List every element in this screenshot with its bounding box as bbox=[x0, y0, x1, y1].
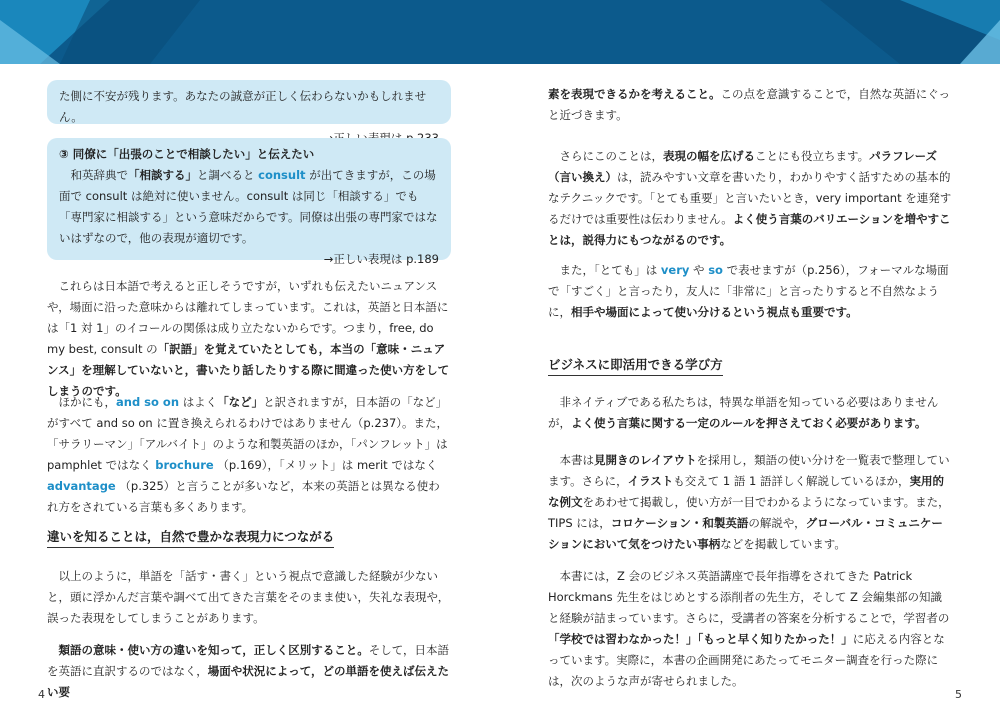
paragraph-r4: 非ネイティブである私たちは，特異な単語を知っている必要はありませんが，よく使う言葉に関する一定のルールを押さえておく必要があります。 bbox=[548, 395, 939, 430]
page-header-banner bbox=[0, 0, 1000, 64]
box-body: 和英辞典で「相談する」と調べると consult が出てきますが，この場面で consult は絶対に使いません。consult は同じ「相談する」でも「専門家に相談する」という意味だからです。同僚は出張の専門家ではないはずなので，他の表現が適切です。 bbox=[59, 168, 438, 245]
page-number-left: 4 bbox=[38, 688, 45, 701]
header-graphic bbox=[0, 0, 1000, 64]
page-number-right: 5 bbox=[955, 688, 962, 701]
paragraph-4: 類語の意味・使い方の違いを知って，正しく区別すること。そして，日本語を英語に直訳するのではなく，場面や状況によって，どの単語を使えば伝えたい要 bbox=[47, 643, 450, 699]
section-heading: 違いを知ることは，自然で豊かな表現力につながる bbox=[47, 528, 334, 548]
paragraph-r5: 本書は見開きのレイアウトを採用し，類語の使い分けを一覧表で整理しています。さらに，イラストも交えて 1 語 1 語詳しく解説しているほか，実用的な例文をあわせて掲載し，使い方が一目でわかるようになっています。また，TIPS には，コロケーション・和製英語の解説や，グローバル・コミュニケーションにおいて気をつけたい事柄などを掲載しています。 bbox=[548, 453, 950, 551]
section-heading: ビジネスに即活用できる学び方 bbox=[548, 356, 723, 376]
paragraph-2: ほかにも，and so on はよく「など」と訳されますが，日本語の「など」がすべて and so on に置き換えられるわけではありません（p.237）。また，「サラリーマン」「アルバイト」のような和製英語のほか，「パンフレット」は pamphlet ではなく brochure （p.169），「メリット」は merit ではなく advantage （p.325）と言うことが多いなど，本来の英語とは異なる使われ方をされている言葉も多くあります。 bbox=[47, 395, 449, 514]
box-text: た側に不安が残ります。あなたの誠意が正しく伝わらないかもしれません。 bbox=[59, 89, 427, 124]
box-title: ③ 同僚に「出張のことで相談したい」と伝えたい bbox=[59, 147, 315, 161]
box-reference: →正しい表現は p.189 bbox=[323, 252, 439, 266]
paragraph-r3: また，「とても」は very や so で表せますが（p.256），フォーマルな場面で「すごく」と言ったり，友人に「非常に」と言ったりすると不自然なように，相手や場面によって使い分けるという視点も重要です。 bbox=[548, 263, 949, 319]
paragraph-r6: 本書には，Z 会のビジネス英語講座で長年指導をされてきた Patrick Horckmans 先生をはじめとする添削者の先生方，そして Z 会編集部の知識と経験が詰まっています。さらに，受講者の答案を分析することで，学習者の「学校では習わなかった！」「もっと早く知りたかった！」に応える内容となっています。実際に，本書の企画開発にあたってモニター調査を行った際には，次のような声が寄せられました。 bbox=[548, 569, 950, 688]
paragraph-r1: 素を表現できるかを考えること。この点を意識することで，自然な英語にぐっと近づきます。 bbox=[548, 87, 951, 122]
example-box-3 bbox=[47, 138, 451, 266]
example-box-2 bbox=[47, 80, 451, 124]
paragraph-3: 以上のように，単語を「話す・書く」という視点で意識した経験が少ないと，頭に浮かんだ言葉や調べて出てきた言葉をそのまま使い，失礼な表現や，誤った表現をしてしまうことがあります。 bbox=[47, 569, 450, 625]
paragraph-1: これらは日本語で考えると正しそうですが，いずれも伝えたいニュアンスや，場面に沿った意味からは離れてしまっています。これは，英語と日本語には「1 対 1」のイコールの関係は成り立たないからです。つまり，free, do my best, consult の「訳語」を覚えていたとしても，本当の「意味・ニュアンス」を理解していないと，書いたり話したりする際に間違った使い方をしてしまうのです。 bbox=[47, 279, 450, 398]
paragraph-r2: さらにこのことは，表現の幅を広げることにも役立ちます。パラフレーズ（言い換え）は，読みやすい文章を書いたり，わかりやすく話すための基本的なテクニックです。「とても重要」と言いたいとき，very important を連発するだけでは重要性は伝わりません。よく使う言葉のバリエーションを増やすことは，説得力にもつながるのです。 bbox=[548, 149, 952, 247]
